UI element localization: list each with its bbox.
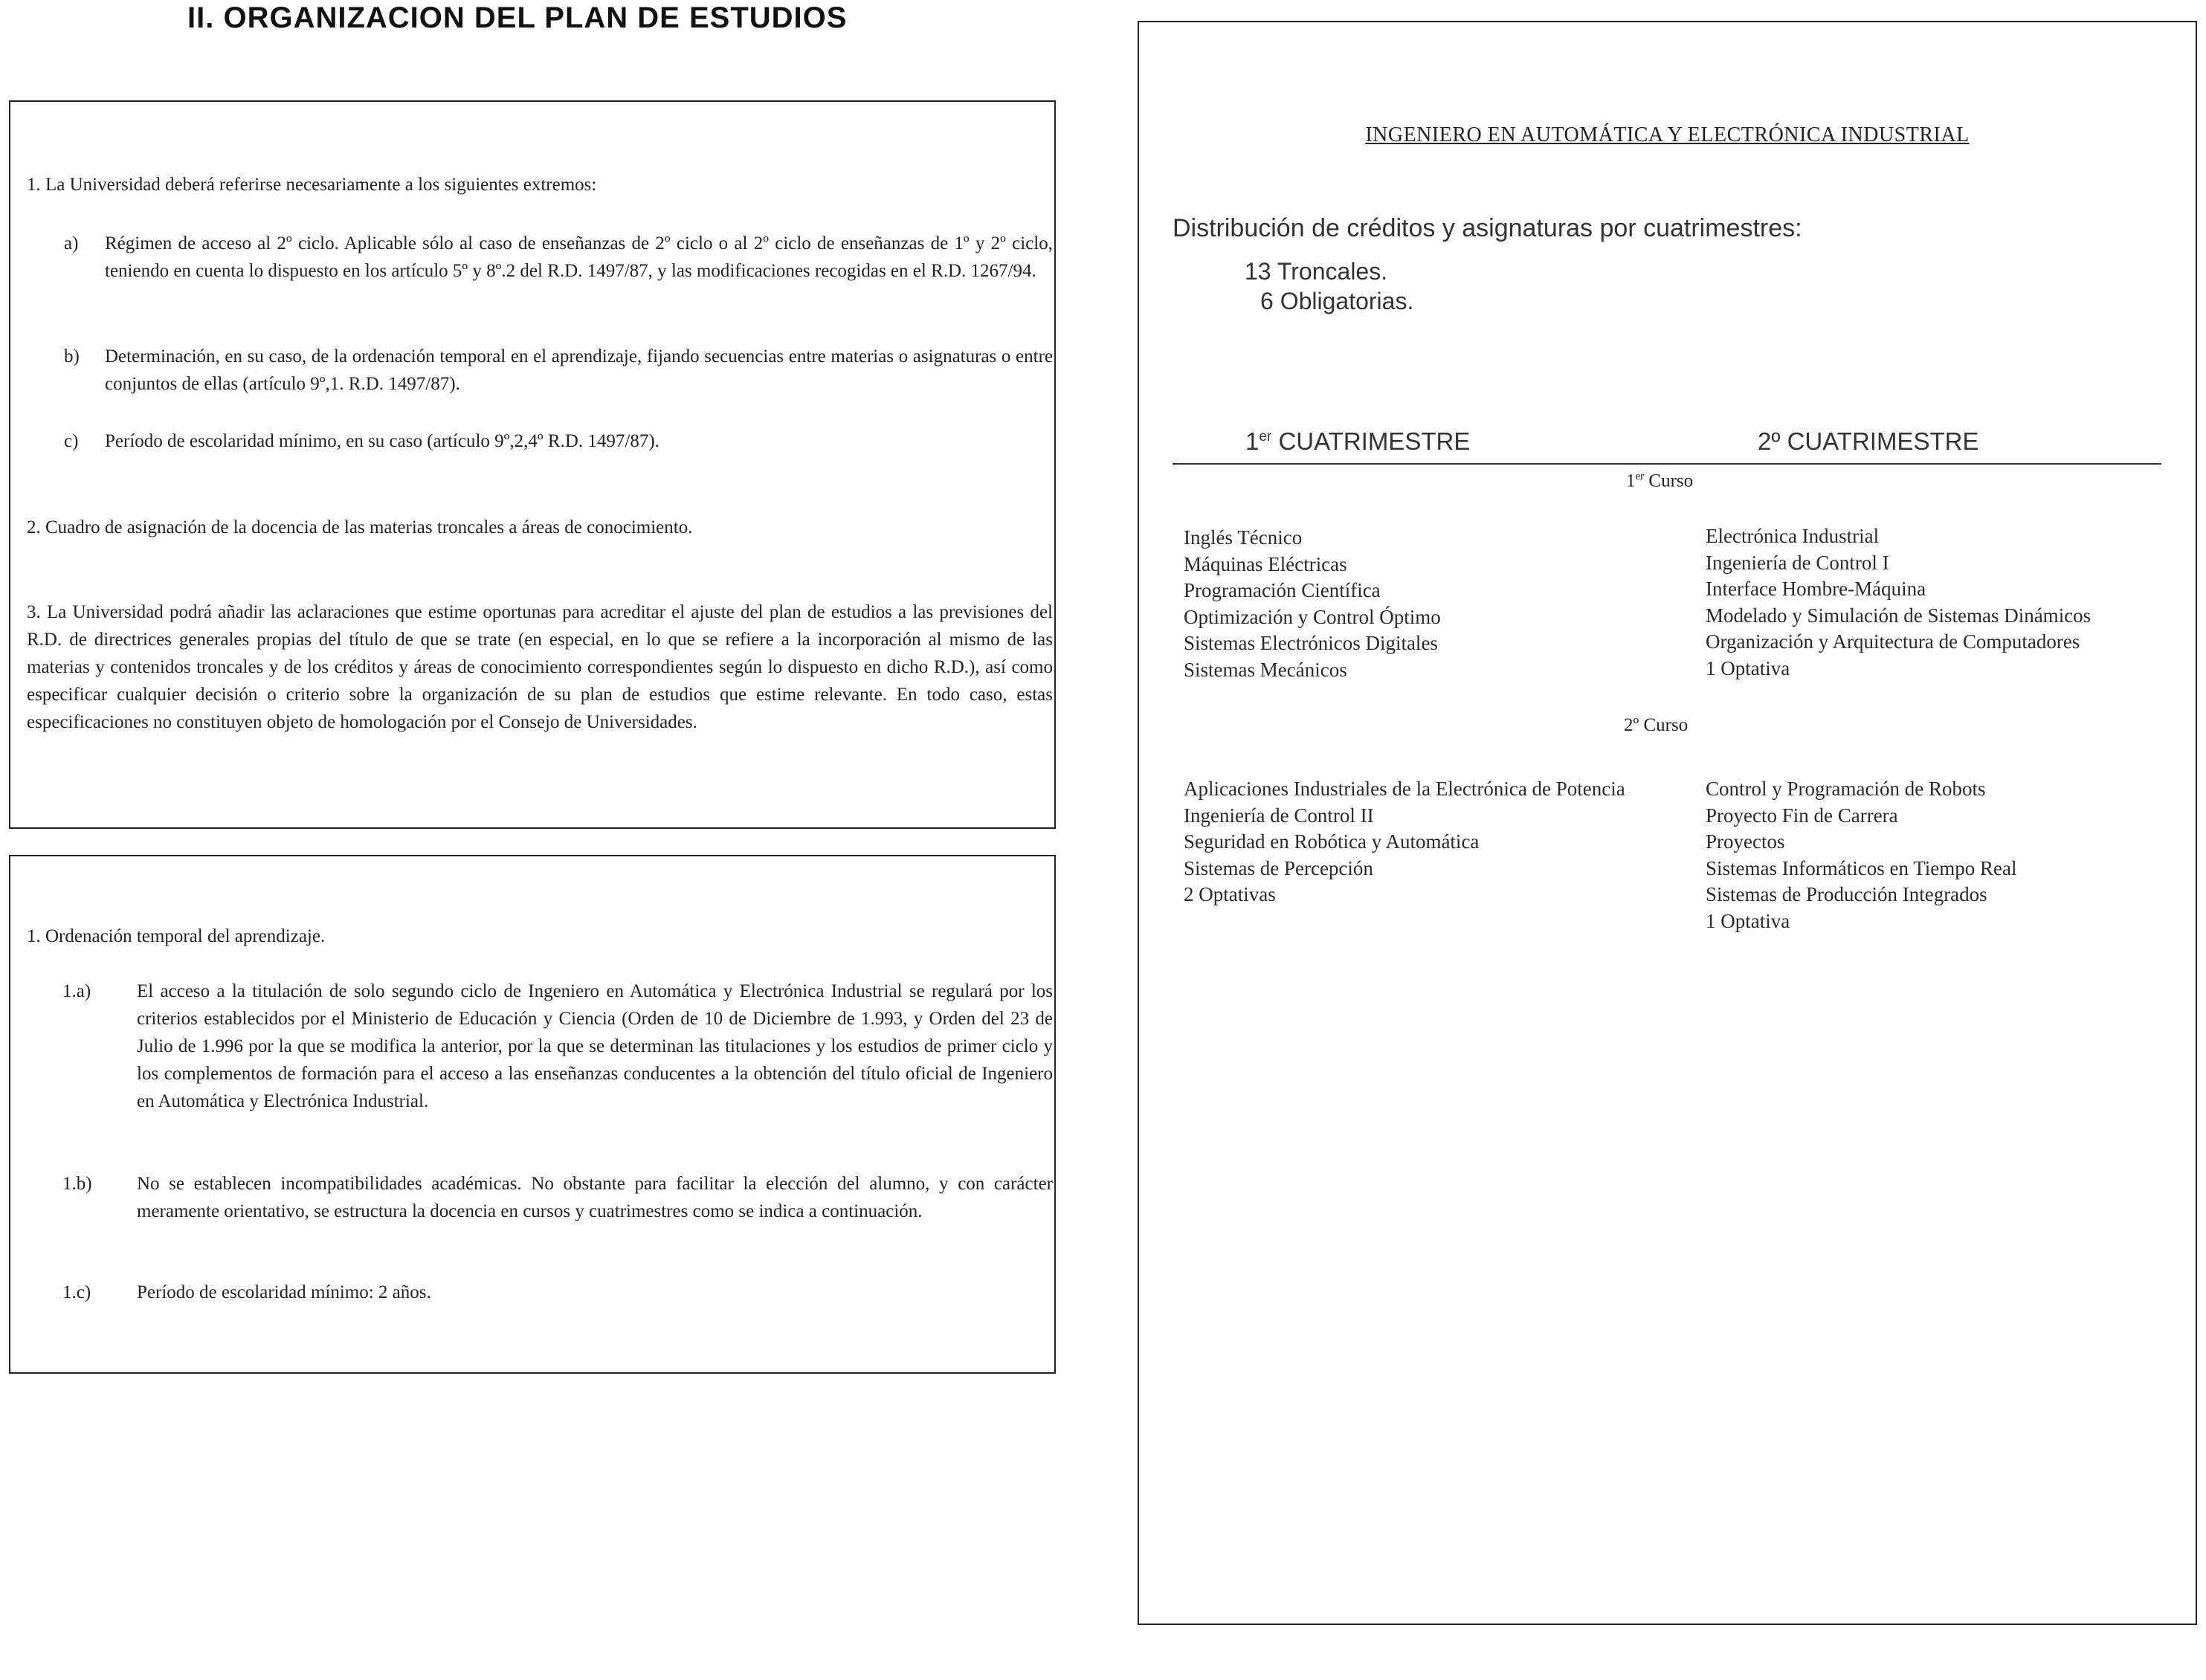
list-item: 1 Optativa: [1706, 909, 1790, 932]
distribution-heading: Distribución de créditos y asignaturas por cuatrimestres:: [1173, 214, 1802, 242]
item-1b-label: 1.b): [62, 1174, 92, 1194]
item-b-text: Determinación, en su caso, de la ordenación temporal en el aprendizaje, fijando secuencias entre materias o asignaturas o entre conjuntos de ellas (artículo 9º,1. R.D. 1497/87).: [105, 346, 1053, 394]
list-item: Ingeniería de Control I: [1706, 551, 1889, 574]
list-item: 1 Optativa: [1706, 656, 1790, 679]
course2-cuatri1-subjects: [1184, 776, 1625, 908]
item-1a-text: El acceso a la titulación de solo segundo ciclo de Ingeniero en Automática y Electrónica Industrial se regulará por los criterios establecidos por el Ministerio de Educación y Ciencia (Orden de 10 de Diciembre de 1.993, y Orden del 23 de Julio de 1.996 por la que se modifica la anterior, por la que se determinan las titulaciones y los estudios de primer ciclo y los complementos de formación para el acceso a las enseñanzas conducentes a la obtención del título oficial de Ingeniero en Automática y Electrónica Industrial.: [137, 981, 1053, 1111]
first-course-heading: [1626, 471, 1693, 491]
first-cuatrimestre-heading: [1245, 427, 1470, 456]
list-item: Ingeniería de Control II: [1184, 804, 1374, 827]
course1-cuatri2-subjects: [1706, 523, 2091, 682]
ordering-box: [9, 855, 1056, 1374]
list-item: Electrónica Industrial: [1706, 525, 1880, 547]
header-rule: [1173, 463, 2161, 465]
paragraph-3: 3. La Universidad podrá añadir las aclaraciones que estime oportunas para acreditar el ajuste del plan de estudios a las previsiones del R.D. de directrices generales propias del título de que se trate (en especial, en lo que se refiere a la incorporación al mismo de las materias y contenidos troncales y de los créditos y áreas de conocimiento correspondientes según lo dispuesto en dicho R.D.), así como especificar cualquier decisión o criterio sobre la organización de su plan de estudios que estime relevante. En todo caso, estas especificaciones no constituyen objeto de homologación por el Consejo de Universidades.: [27, 602, 1053, 732]
first-course-word: Curso: [1648, 471, 1694, 491]
first-cuatrimestre-number: 1: [1245, 427, 1260, 455]
list-item: Proyectos: [1706, 830, 1785, 853]
list-item: Modelado y Simulación de Sistemas Dinámicos: [1706, 604, 2091, 627]
paragraph-2: 2. Cuadro de asignación de la docencia de las materias troncales a áreas de conocimiento.: [27, 517, 693, 537]
list-item: Programación Científica: [1184, 579, 1381, 601]
list-item: Interface Hombre-Máquina: [1706, 578, 1926, 600]
list-item: Seguridad en Robótica y Automática: [1184, 830, 1480, 853]
list-item: Aplicaciones Industriales de la Electrónica de Potencia: [1184, 778, 1625, 800]
page-heading: II. ORGANIZACION DEL PLAN DE ESTUDIOS: [187, 1, 848, 34]
list-item: Organización y Arquitectura de Computadores: [1706, 630, 2080, 653]
item-c-letter: c): [64, 431, 79, 451]
first-course-ordinal: er: [1635, 471, 1645, 482]
list-item: Sistemas Mecánicos: [1184, 658, 1347, 681]
list-item: Sistemas Informáticos en Tiempo Real: [1706, 856, 2017, 879]
first-cuatrimestre-word: CUATRIMESTRE: [1278, 427, 1471, 455]
item-b-letter: b): [64, 346, 80, 366]
first-cuatrimestre-ordinal: er: [1259, 429, 1272, 445]
course1-cuatri1-subjects: [1184, 525, 1441, 683]
item-a-letter: a): [64, 233, 79, 253]
course2-cuatri2-subjects: [1706, 776, 2016, 934]
requirements-box: [9, 100, 1056, 829]
list-item: Proyecto Fin de Carrera: [1706, 804, 1898, 827]
list-item: Máquinas Eléctricas: [1184, 552, 1347, 575]
item-1b-text: No se establecen incompatibilidades académicas. No obstante para facilitar la elección del alumno, y con carácter meramente orientativo, se estructura la docencia en cursos y cuatrimestres como se indica a continuación.: [137, 1174, 1053, 1221]
item-c-text: Período de escolaridad mínimo, en su caso (artículo 9º,2,4º R.D. 1497/87).: [105, 431, 659, 451]
item-1a-label: 1.a): [62, 981, 91, 1001]
study-plan-box: [1138, 21, 2197, 1625]
list-item: Control y Programación de Robots: [1706, 778, 1986, 800]
obligatorias-count: 6 Obligatorias.: [1260, 288, 1414, 314]
degree-title: INGENIERO EN AUTOMÁTICA Y ELECTRÓNICA INDUSTRIAL: [1365, 123, 1970, 146]
list-item: Sistemas de Producción Integrados: [1706, 883, 1987, 905]
second-course-heading: 2º Curso: [1624, 715, 1689, 735]
list-item: Optimización y Control Óptimo: [1184, 605, 1441, 628]
item-1c-text: Período de escolaridad mínimo: 2 años.: [137, 1282, 431, 1302]
item-1c-label: 1.c): [62, 1282, 91, 1302]
list-item: 2 Optativas: [1184, 883, 1276, 905]
requirements-intro: 1. La Universidad deberá referirse necesariamente a los siguientes extremos:: [27, 175, 597, 195]
troncales-count: 13 Troncales.: [1245, 258, 1388, 285]
list-item: Inglés Técnico: [1184, 526, 1303, 549]
list-item: Sistemas Electrónicos Digitales: [1184, 632, 1438, 654]
second-cuatrimestre-heading: 2º CUATRIMESTRE: [1758, 427, 1979, 455]
first-course-number: 1: [1626, 471, 1636, 491]
list-item: Sistemas de Percepción: [1184, 856, 1373, 879]
ordering-intro: 1. Ordenación temporal del aprendizaje.: [27, 926, 326, 946]
item-a-text: Régimen de acceso al 2º ciclo. Aplicable sólo al caso de enseñanzas de 2º ciclo o al 2º ciclo de enseñanzas de 1º y 2º ciclo, teniendo en cuenta lo dispuesto en los artículo 5º y 8º.2 del R.D. 1497/87, y las modificaciones recogidas en el R.D. 1267/94.: [105, 233, 1053, 281]
